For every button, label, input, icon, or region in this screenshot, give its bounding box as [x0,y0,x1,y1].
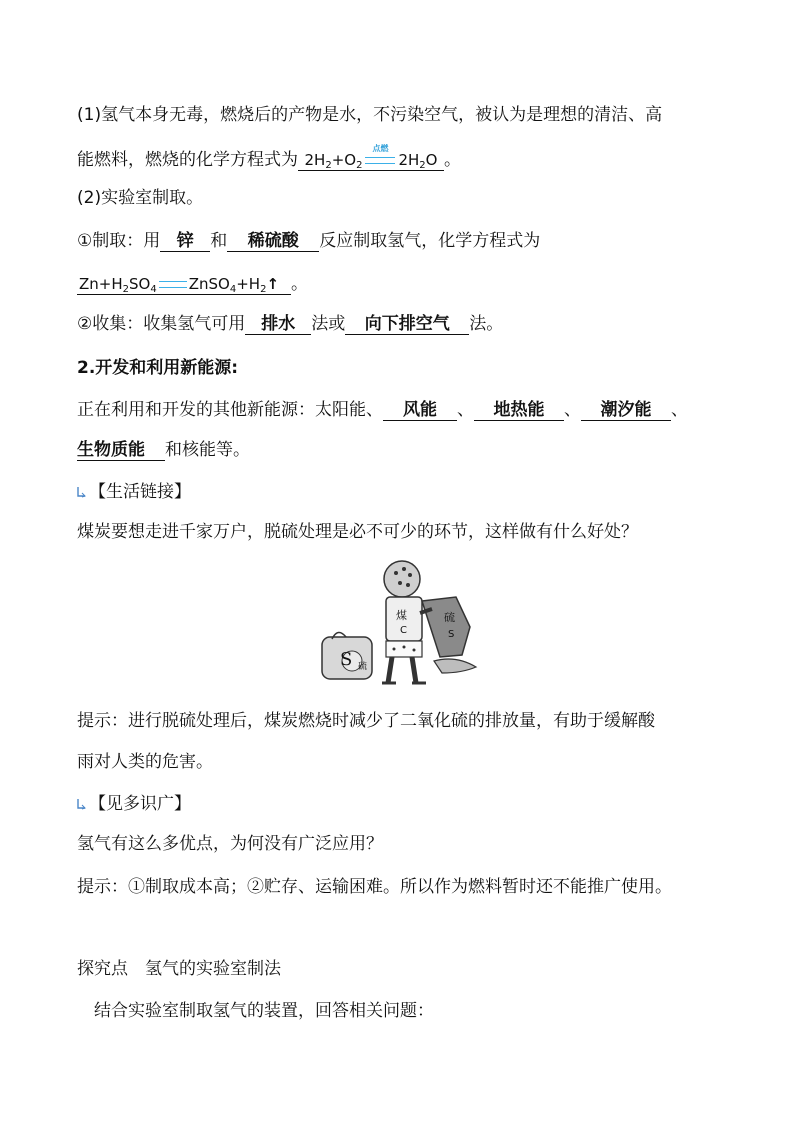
combustion-equation-blank: $2H_2+O_2$ 点燃 $2H_2O$ [298,150,444,171]
paragraph-1-line-2: 能燃料，燃烧的化学方程式为 $2H_2+O_2$ 点燃 $2H_2O$ 。 [77,144,461,171]
answer-zinc: 锌 [160,231,210,252]
page-marker-icon [77,798,87,810]
tag-life-link: 【生活链接】 [77,481,191,503]
hint-desulfurization-line-1: 提示：进行脱硫处理后，煤炭燃烧时减少了二氧化硫的排放量，有助于缓解酸 [77,711,655,731]
answer-wind-energy: 风能 [383,400,457,421]
paragraph-new-energy: 正在利用和开发的其他新能源：太阳能、 风能 、 地热能 、 潮汐能 、 [77,400,688,420]
paragraph-new-energy-2: 生物质能 和核能等。 [77,440,250,460]
desulfurization-cartoon-image [316,557,484,689]
paragraph-collection: ②收集：收集氢气可用 排水 法或 向下排空气 法。 [77,314,504,334]
explore-point-title: 探究点 氢气的实验室制法 [77,959,281,979]
page-marker-icon [77,486,87,498]
hint-desulfurization-line-2: 雨对人类的危害。 [77,752,213,772]
paragraph-2: (2)实验室制取。 [77,188,204,208]
bag-sulfur-label: 硫 [358,662,368,672]
paragraph-1-line-1: (1)氢气本身无毒，燃烧后的产物是水，不污染空气，被认为是理想的清洁、高 [77,105,663,125]
coal-label: 煤 [396,609,407,622]
shirt-s-label: S [448,629,455,640]
explore-point-text: 结合实验室制取氢气的装置，回答相关问题： [94,1001,434,1021]
tag-broad-knowledge: 【见多识广】 [77,793,191,815]
answer-downward-air-displacement: 向下排空气 [345,314,469,335]
shirt-sulfur-label: 硫 [444,611,455,624]
equals-sign [157,274,189,294]
answer-dilute-sulfuric-acid: 稀硫酸 [227,231,319,252]
question-hydrogen-application: 氢气有这么多优点，为何没有广泛应用？ [77,834,383,854]
hint-hydrogen-application: 提示：①制取成本高；②贮存、运输困难。所以作为燃料暂时还不能推广使用。 [77,877,672,897]
answer-biomass-energy: 生物质能 [77,440,165,461]
carbon-label: C [400,625,407,636]
paragraph-preparation: ①制取：用 锌 和 稀硫酸 反应制取氢气，化学方程式为 [77,231,541,251]
answer-geothermal-energy: 地热能 [474,400,564,421]
bag-s-label: S [340,649,353,670]
answer-tidal-energy: 潮汐能 [581,400,671,421]
paragraph-equation-line: $Zn+H_2SO_4$ $ZnSO_4+H_2↑$ 。 [79,274,308,295]
reaction-condition: 点燃 [362,150,398,170]
heading-new-energy: 2.开发和利用新能源: [77,358,239,378]
answer-water-displacement: 排水 [245,314,311,335]
question-desulfurization: 煤炭要想走进千家万户，脱硫处理是必不可少的环节，这样做有什么好处？ [77,522,638,542]
zinc-acid-equation-blank: $Zn+H_2SO_4$ $ZnSO_4+H_2↑$ [77,274,291,295]
